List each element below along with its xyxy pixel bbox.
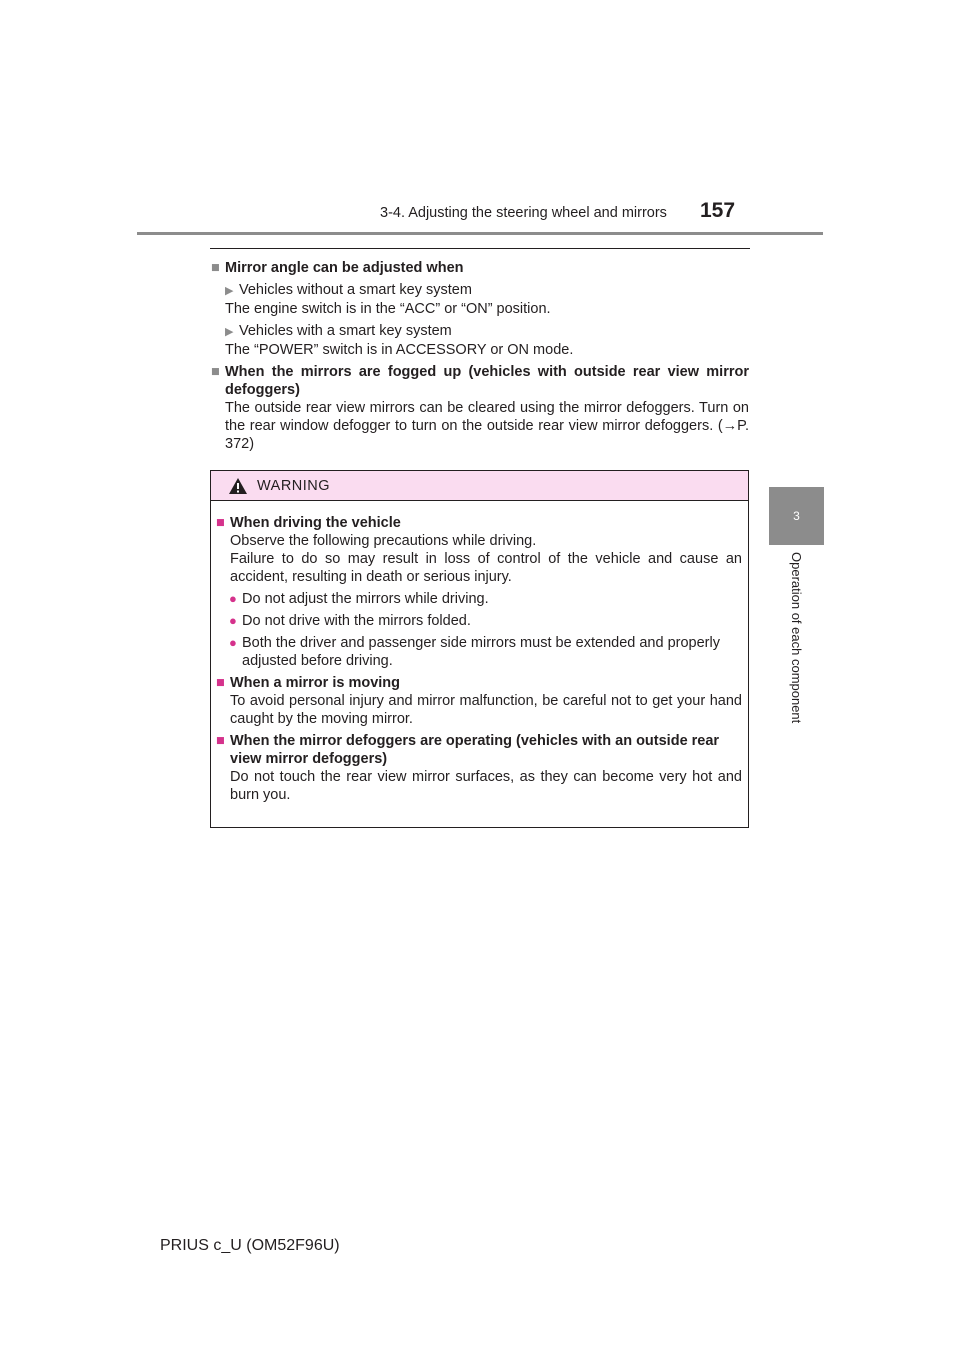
circle-bullet-icon: ● <box>229 613 237 628</box>
main-content <box>211 255 749 453</box>
triangle-bullet-icon: ▶ <box>225 326 234 338</box>
section-heading <box>211 259 749 277</box>
warning-box <box>210 470 749 828</box>
triangle-bullet-icon: ▶ <box>225 285 234 297</box>
warning-heading-text: When a mirror is moving <box>230 675 400 691</box>
page-number: 157 <box>700 199 736 222</box>
sub-item-text: Vehicles with a smart key system <box>239 323 452 339</box>
header-rule <box>137 232 823 235</box>
warning-body <box>211 501 748 804</box>
warning-heading-text: When the mirror defoggers are operating (vehicles with an outside rear view mirror defoggers) <box>230 733 720 767</box>
warning-bullet <box>216 612 742 630</box>
warning-text: Observe the following precautions while driving. <box>230 533 537 549</box>
section-header-title: 3-4. Adjusting the steering wheel and mirrors <box>380 205 667 221</box>
chapter-label: Operation of each component <box>789 552 804 724</box>
warning-heading <box>216 514 742 532</box>
chapter-tab: 3 <box>769 487 824 545</box>
warning-header <box>211 471 748 501</box>
body-text: The “POWER” switch is in ACCESSORY or ON mode. <box>225 342 574 358</box>
sub-item <box>211 322 749 341</box>
square-bullet-icon: ■ <box>216 675 225 691</box>
square-bullet-icon: ■ <box>211 364 220 380</box>
warning-heading-text: When driving the vehicle <box>230 515 401 531</box>
warning-text: Do not touch the rear view mirror surfaces, as they can become very hot and burn you. <box>230 769 742 803</box>
warning-bullet-text: Do not drive with the mirrors folded. <box>242 613 471 629</box>
warning-label: WARNING <box>257 477 331 494</box>
warning-bullet <box>216 634 742 670</box>
warning-bullet-text: Both the driver and passenger side mirrors must be extended and properly adjusted before driving. <box>242 635 720 669</box>
square-bullet-icon: ■ <box>211 260 220 276</box>
warning-triangle-icon <box>228 477 248 495</box>
body-text: The outside rear view mirrors can be cleared using the mirror defoggers. Turn on the rear window defogger to turn on the outside rear view mirror defoggers. (→P. 372) <box>225 400 749 452</box>
circle-bullet-icon: ● <box>229 591 237 606</box>
warning-bullet-text: Do not adjust the mirrors while driving. <box>242 591 489 607</box>
warning-text: To avoid personal injury and mirror malfunction, be careful not to get your hand caught by the moving mirror. <box>230 693 742 727</box>
square-bullet-icon: ■ <box>216 733 225 749</box>
section-heading-text: Mirror angle can be adjusted when <box>225 260 464 276</box>
circle-bullet-icon: ● <box>229 635 237 650</box>
section-heading <box>211 363 749 399</box>
sub-item-text: Vehicles without a smart key system <box>239 282 472 298</box>
section-heading-text: When the mirrors are fogged up (vehicles with outside rear view mirror defoggers) <box>225 364 749 398</box>
warning-text: Failure to do so may result in loss of control of the vehicle and cause an accident, resulting in death or serious injury. <box>230 551 742 585</box>
footer-model: PRIUS c_U (OM52F96U) <box>160 1237 340 1254</box>
body-text: The engine switch is in the “ACC” or “ON” position. <box>225 301 551 317</box>
square-bullet-icon: ■ <box>216 515 225 531</box>
warning-bullet <box>216 590 742 608</box>
warning-heading <box>216 674 742 692</box>
sub-item <box>211 281 749 300</box>
warning-heading <box>216 732 742 768</box>
content-top-rule <box>210 248 750 249</box>
